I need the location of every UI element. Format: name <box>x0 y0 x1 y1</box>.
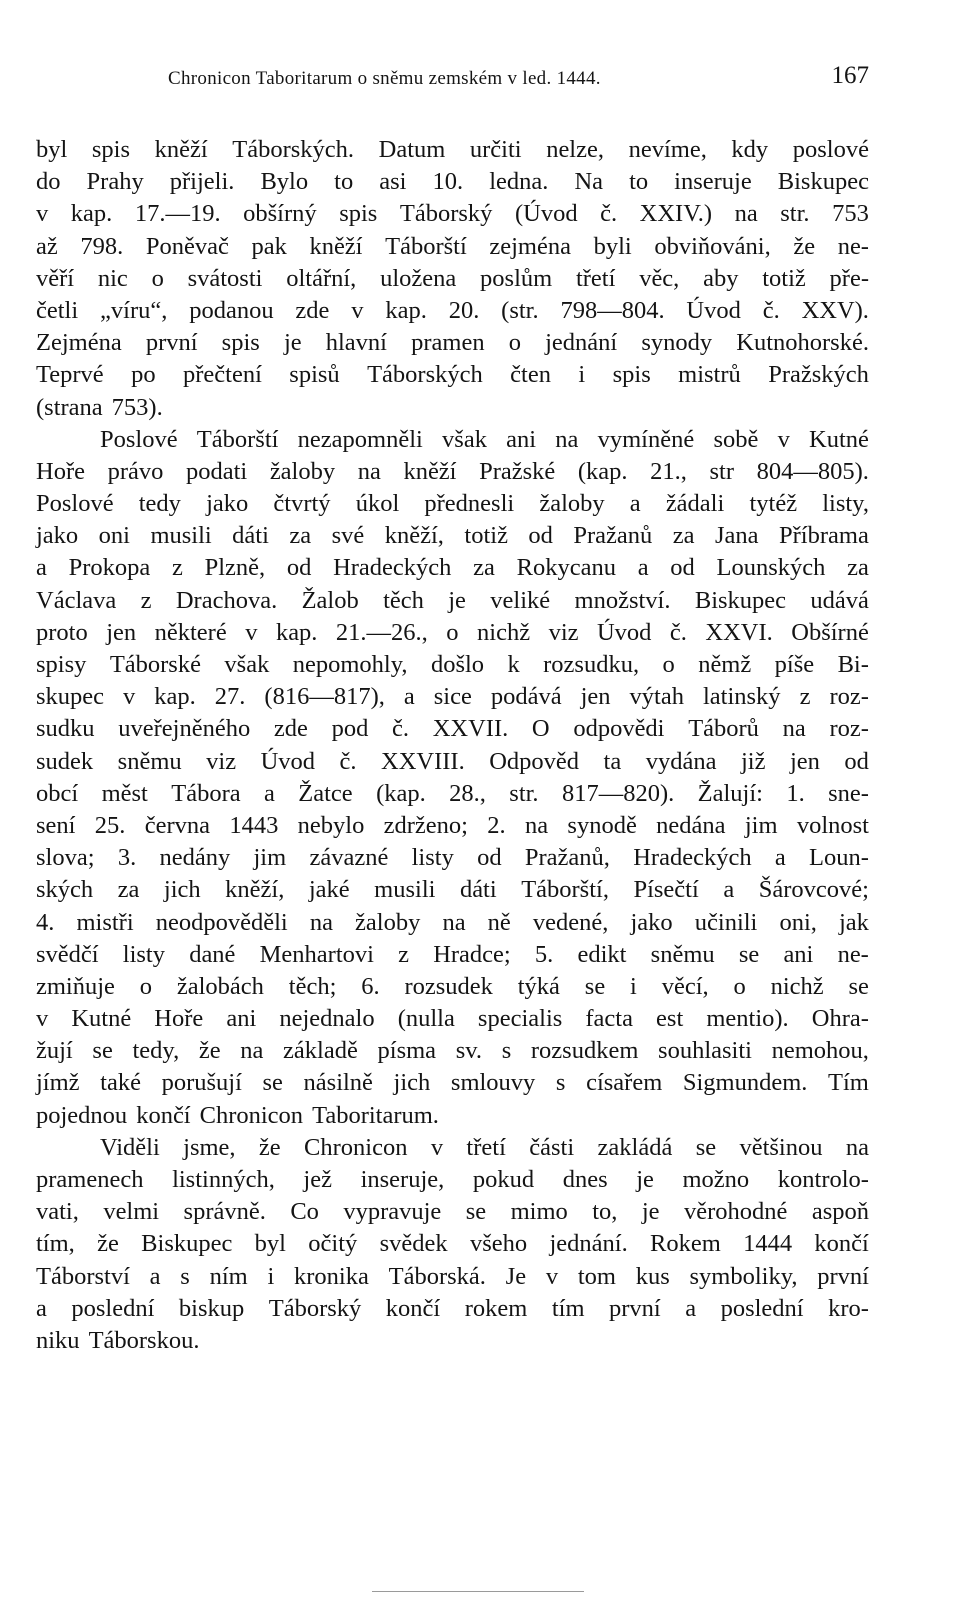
text-line: Zejména první spis je hlavní pramen o jednání synody Kutnohorské. <box>36 329 869 357</box>
text-line: jímž také porušují se násilně jich smlouvy s císařem Sigmundem. Tím <box>36 1069 869 1097</box>
text-line: jako oni musili dáti za své kněží, totiž od Pražanů za Jana Příbrama <box>36 522 869 550</box>
text-line: do Prahy přijeli. Bylo to asi 10. ledna. Na to inseruje Biskupec <box>36 168 869 196</box>
text-line: až 798. Poněvač pak kněží Táborští zejména byli obviňováni, že ne- <box>36 232 869 260</box>
text-line: Teprvé po přečtení spisů Táborských čten i spis mistrů Pražských <box>36 361 869 389</box>
text-line: zmiňuje o žalobách těch; 6. rozsudek týká se i věcí, o nichž se <box>36 972 869 1000</box>
text-line: (strana 753). <box>36 393 163 421</box>
running-head: Chronicon Taboritarum o sněmu zemském v led. 1444. <box>168 68 601 89</box>
text-line: Hoře právo podati žaloby na kněží Pražské (kap. 21., str 804—805). <box>36 457 869 485</box>
text-line: a poslední biskup Táborský končí rokem tím první a poslední kro- <box>36 1294 869 1322</box>
text-line: Václava z Drachova. Žalob těch je veliké množství. Biskupec udává <box>36 586 869 614</box>
text-line: sení 25. června 1443 nebylo zdrženo; 2. na synodě nedána jim volnost <box>36 811 869 839</box>
text-line: Poslové tedy jako čtvrtý úkol přednesli žaloby a žádali tytéž listy, <box>36 490 869 518</box>
text-line: sudku uveřejněného zde pod č. XXVII. O odpovědi Táborů na roz- <box>36 715 869 743</box>
text-line: pojednou končí Chronicon Taboritarum. <box>36 1101 439 1129</box>
text-line: sudek sněmu viz Úvod č. XXVIII. Odpověd ta vydána již jen od <box>36 747 869 775</box>
body-text <box>36 134 869 1357</box>
text-line: Táborství a s ním i kronika Táborská. Je v tom kus symboliky, první <box>36 1262 869 1290</box>
text-line: 4. mistři neodpověděli na žaloby na ně vedené, jako učinili oni, jak <box>36 908 869 936</box>
text-line: žují se tedy, že na základě písma sv. s rozsudkem souhlasiti nemohou, <box>36 1037 869 1065</box>
text-line: svědčí listy dané Menhartovi z Hradce; 5. edikt sněmu se ani ne- <box>36 940 869 968</box>
text-line: niku Táborskou. <box>36 1326 200 1354</box>
text-line: slova; 3. nedány jim závazné listy od Pražanů, Hradeckých a Loun- <box>36 844 869 872</box>
text-line: ských za jich kněží, jaké musili dáti Táborští, Písečtí a Šárovcové; <box>36 876 869 904</box>
text-line: spisy Táborské však nepomohly, došlo k rozsudku, o němž píše Bi- <box>36 651 869 678</box>
page-header <box>36 62 869 102</box>
text-line: v kap. 17.—19. obšírný spis Táborský (Úvod č. XXIV.) na str. 753 <box>36 200 869 228</box>
text-line: vati, velmi správně. Co vypravuje se mimo to, je věrohodné aspoň <box>36 1198 869 1226</box>
text-line: byl spis kněží Táborských. Datum určiti nelze, nevíme, kdy poslové <box>36 136 869 163</box>
footer-rule <box>372 1591 584 1592</box>
text-line: a Prokopa z Plzně, od Hradeckých za Rokycanu a od Lounských za <box>36 554 869 582</box>
text-line: věří nic o svátosti oltářní, uložena poslům třetí věc, aby totiž pře- <box>36 264 869 292</box>
text-line: skupec v kap. 27. (816—817), a sice podává jen výtah latinský z roz- <box>36 683 869 711</box>
text-line: proto jen některé v kap. 21.—26., o nichž viz Úvod č. XXVI. Obšírné <box>36 618 869 646</box>
text-line: Viděli jsme, že Chronicon v třetí části zakládá se většinou na <box>100 1133 869 1161</box>
text-line: v Kutné Hoře ani nejednalo (nulla specialis facta est mentio). Ohra- <box>36 1005 869 1033</box>
text-line: Poslové Táborští nezapomněli však ani na vymíněné sobě v Kutné <box>100 425 869 453</box>
text-line: obcí měst Tábora a Žatce (kap. 28., str. 817—820). Žalují: 1. sne- <box>36 779 869 807</box>
text-line: četli „víru“, podanou zde v kap. 20. (str. 798—804. Úvod č. XXV). <box>36 296 869 324</box>
page-number: 167 <box>831 62 869 89</box>
text-line: tím, že Biskupec byl očitý svědek všeho jednání. Rokem 1444 končí <box>36 1230 869 1258</box>
text-line: pramenech listinných, jež inseruje, pokud dnes je možno kontrolo- <box>36 1166 869 1193</box>
